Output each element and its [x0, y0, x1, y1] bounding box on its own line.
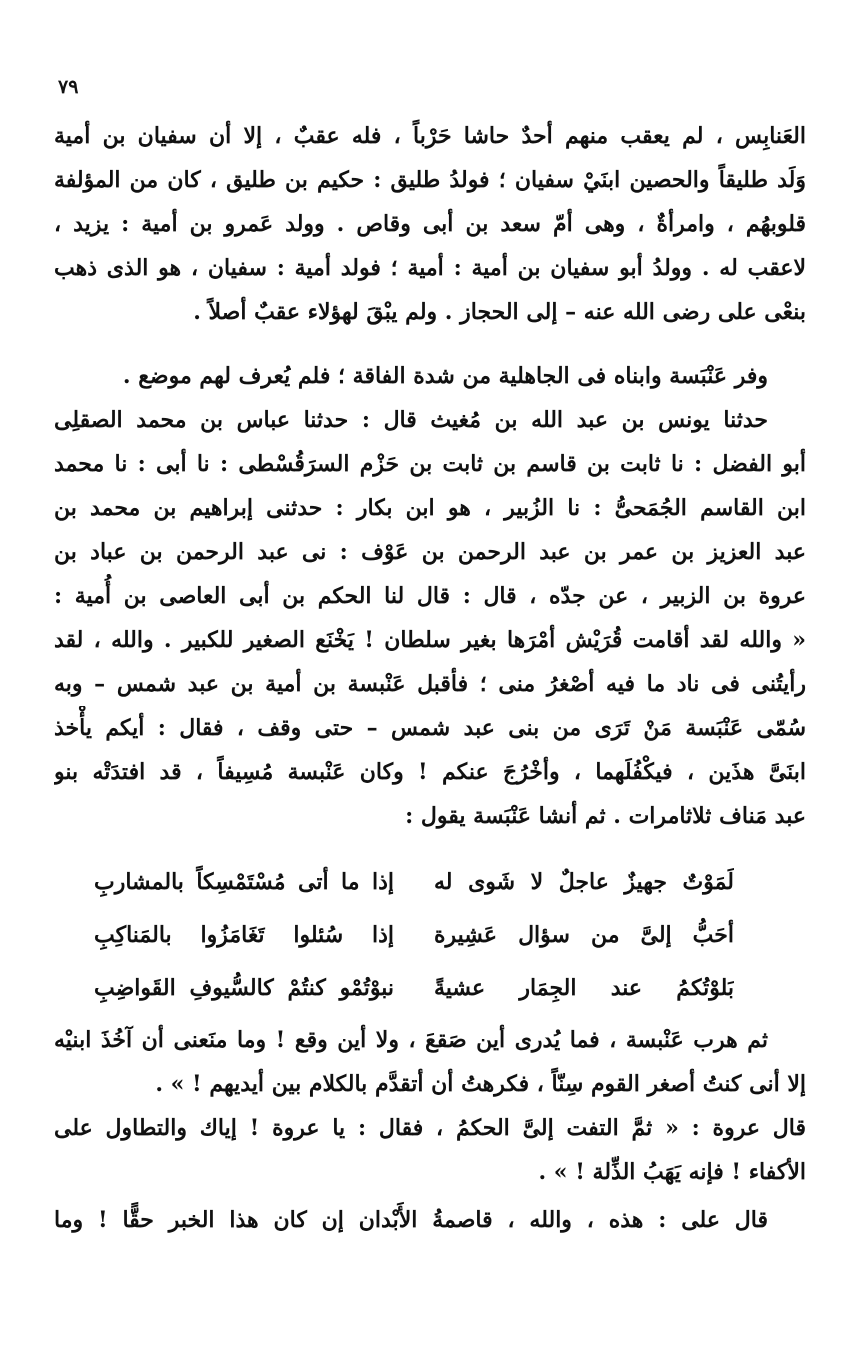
text-line: ابنَىَّ هذَين ، فيكْفُلَهما ، وأخْرُجَ عنكم ! وكان عَنْبسة مُسِيفاً ، قد افتدَتْه بنو: [54, 759, 806, 785]
poem: [94, 856, 734, 1015]
text-line: عبد العزيز بن عمر بن عبد الرحمن بن عَوْف : نى عبد الرحمن بن عباد بن: [54, 539, 806, 565]
text-line: العَنابِس ، لم يعقب منهم أحدٌ حاشا حَرْباً ، فله عقبٌ ، إلا أن سفيان بن أمية: [54, 123, 806, 149]
verse-first-hemistich: بَلوْتُكمُ عند الجِمَار عشيةً: [434, 975, 734, 1001]
text-line: حدثنا يونس بن عبد الله بن مُغيث قال : حدثنا عباس بن محمد الصقلِى: [54, 407, 769, 433]
verse-second-hemistich: نبوْتُمْو كنتُمْ كالسُّيوفِ القَواضِبِ: [94, 975, 394, 1001]
paragraph-1: [54, 114, 806, 334]
text-line: قال عروة : « ثمَّ التفت إلىَّ الحكمُ ، فقال : يا عروة ! إياك والتطاول على: [54, 1115, 806, 1141]
verse-second-hemistich: إذا سُئلوا تَغَامَزُوا بالمَناكِبِ: [94, 922, 394, 948]
text-line: إلا أنى كنتُ أصغر القوم سِنّاً ، فكرهتُ أن أتقدَّم بالكلام بين أيديهم ! » .: [155, 1071, 806, 1097]
text-line: لاعقب له . وولدُ أبو سفيان بن أمية : أمية ؛ فولد أمية : سفيان ، هو الذى ذهب: [54, 255, 806, 281]
text-line: قلوبهُم ، وامرأةٌ ، وهى أمّ سعد بن أبى وقاص . وولد عَمرو بن أمية : يزيد ،: [54, 211, 806, 237]
text-line: بنعْى على رضى الله عنه – إلى الحجاز . ولم يبْقَ لهؤلاء عقبٌ أصلاً .: [193, 299, 806, 325]
text-line: قال على : هذه ، والله ، قاصمةُ الأَبْدان إن كان هذا الخبر حقًّا ! وما: [54, 1207, 768, 1233]
text-line: سُمّى عَنْبَسة مَنْ تَرَى من بنى عبد شمس – حتى وقف ، فقال : أيكم يأْخذ: [54, 715, 806, 741]
verse-line: [94, 962, 734, 1015]
verse-line: [94, 856, 734, 909]
paragraph-3: [54, 398, 806, 838]
text-line: رأيتُنى فى ناد ما فيه أصْغرُ منى ؛ فأقبل عَنْبسة بن أمية بن عبد شمس – وبه: [54, 671, 806, 697]
paragraph-6: [54, 1198, 806, 1242]
paragraph-2: [54, 354, 806, 398]
text-line: أبو الفضل : نا ثابت بن قاسم بن ثابت بن حَزْم السرَقُسْطى : نا أبى : نا محمد: [54, 451, 806, 477]
text-line: ثم هرب عَنْبسة ، فما يُدرى أين صَقعَ ، ولا أين وقع ! وما منَعنى أن آخُذَ ابنيْه: [54, 1027, 768, 1053]
text-line: وَلَد طليقاً والحصين ابنَيْ سفيان ؛ فولدُ طليق : حكيم بن طليق ، كان من المؤلفة: [54, 167, 806, 193]
verse-first-hemistich: أحَبُّ إلىَّ من سؤال عَشِيرة: [434, 922, 734, 948]
text-line: عبد مَناف ثلاثامرات . ثم أنشا عَنْبَسة يقول :: [405, 803, 806, 829]
text-line: عروة بن الزبير ، عن جدّه ، قال : قال لنا الحكم بن أبى العاصى بن أُمية :: [54, 583, 806, 609]
paragraph-5: [54, 1106, 806, 1194]
text-line: ابن القاسم الجُمَحىُّ : نا الزُبير ، هو ابن بكار : حدثنى إبراهيم بن محمد بن: [54, 495, 806, 521]
verse-second-hemistich: إذا ما أتى مُسْتَمْسِكاً بالمشاربِ: [94, 869, 394, 895]
paragraph-4: [54, 1018, 806, 1106]
page-number: ٧٩: [58, 76, 79, 98]
text-line: « والله لقد أقامت قُرَيْش أمْرَها بغير سلطان ! يَخْنَع الصغير للكبير . والله ، لقد: [54, 627, 806, 653]
text-line: وفر عَنْبَسة وابناه فى الجاهلية من شدة الفاقة ؛ فلم يُعرف لهم موضع .: [122, 363, 768, 389]
text-line: الأكفاء ! فإنه يَهَبُ الذِّلة ! » .: [538, 1159, 806, 1185]
verse-line: [94, 909, 734, 962]
verse-first-hemistich: لَمَوْتٌ جهيزٌ عاجلٌ لا شَوى له: [434, 869, 734, 895]
